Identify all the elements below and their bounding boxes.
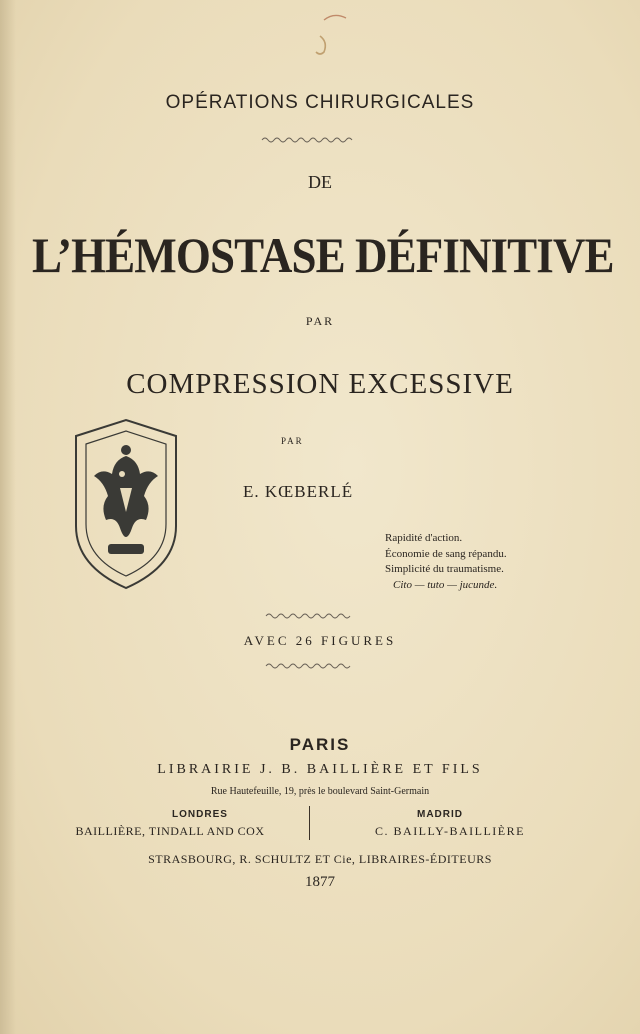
motto-line: Simplicité du traumatisme. [385,563,504,575]
imprint-divider [309,806,310,840]
ornament-rule-icon [0,612,640,620]
ornament-rule-icon [0,662,640,670]
library-stamp-icon [56,416,196,594]
motto-line-latin: Cito — tuto — jucunde. [393,578,498,591]
subtitle: COMPRESSION EXCESSIVE [126,368,514,400]
publisher-name: LIBRAIRIE J. B. BAILLIÈRE ET FILS [157,762,483,777]
de-line: DE [308,172,332,192]
series-title: OPÉRATIONS CHIRURGICALES [165,92,475,113]
par-line: PAR [305,314,335,328]
par-line-author: PAR [281,436,304,446]
mottos [385,531,507,593]
motto-line: Rapidité d'action. [385,532,463,544]
pencil-mark-icon [310,12,360,60]
imprint-city: PARIS [289,735,351,754]
motto-line: Économie de sang répandu. [385,547,507,560]
publication-year: 1877 [305,874,335,890]
author-name: E. KŒBERLÉ [243,482,354,501]
london-city: LONDRES [172,809,228,820]
publisher-address: Rue Hautefeuille, 19, près le boulevard Saint-Germain [210,786,430,797]
main-title: L’HÉMOSTASE DÉFINITIVE [32,227,614,283]
strasbourg-imprint: STRASBOURG, R. SCHULTZ ET Cie, LIBRAIRES-ÉDITEURS [148,852,492,866]
madrid-city: MADRID [417,809,463,820]
madrid-publisher: C. BAILLY-BAILLIÈRE [375,824,525,838]
london-publisher: BAILLIÈRE, TINDALL AND COX [75,824,265,838]
ornament-rule-icon [0,136,640,144]
figures-line: AVEC 26 FIGURES [243,633,397,648]
